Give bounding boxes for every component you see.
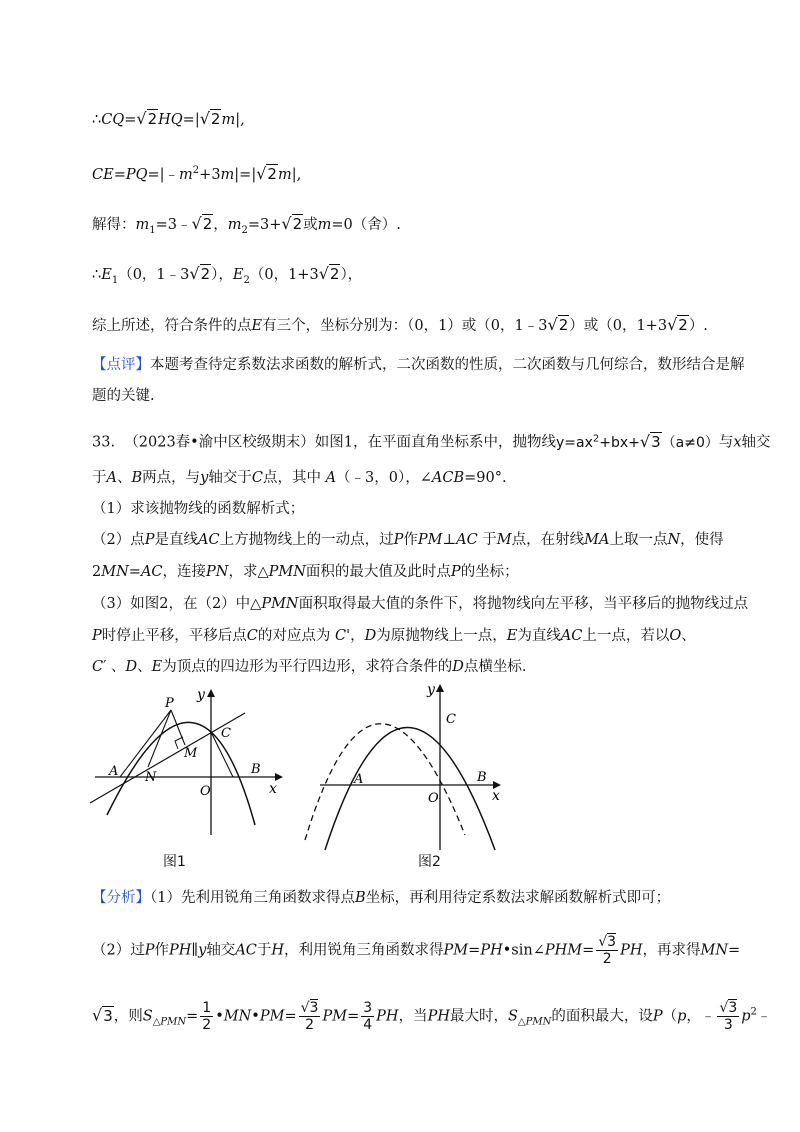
comment-text-2: 题的关键. xyxy=(92,388,155,404)
problem-part-3b: P时停止平移，平移后点C的对应点为 C'，D为原抛物线上一点，E为直线AC上一点，若以O、 xyxy=(92,628,696,644)
analysis-line-1: 【分析】（1）先利用锐角三角函数求得点B坐标，再利用待定系数法求解函数解析式即可； xyxy=(92,890,671,906)
label-c: C xyxy=(221,726,231,741)
label-b: B xyxy=(477,770,487,785)
label-p: P xyxy=(165,696,174,711)
label-n: N xyxy=(145,770,157,785)
comment-line-2 xyxy=(92,385,155,407)
y-axis-arrow xyxy=(436,684,444,692)
figure-1-caption: 图1 xyxy=(163,854,186,870)
label-o: O xyxy=(200,784,211,799)
problem-source: （2023春•渝中区校级期末） xyxy=(124,434,315,451)
comment-text-1: 本题考查待定系数法求函数的解析式，二次函数的性质，二次函数与几何综合，数形结合是解 xyxy=(150,357,745,373)
problem-stem-line-2: 于A、B两点，与y轴交于C点，其中 A（﹣3，0），∠ACB=90°. xyxy=(92,470,507,486)
figure-2 xyxy=(300,680,510,860)
x-axis-arrow xyxy=(275,773,283,781)
label-c: C xyxy=(446,712,456,727)
comment-tag: 【点评】 xyxy=(92,357,150,373)
parabola-equation: $y=ax^2+bx+√3(a\ne 0)$ xyxy=(555,431,719,451)
problem-part-2a: （2）点P是直线AC上方抛物线上的一动点，过P作PM⊥AC 于M点，在射线MA上取一点N，使得 xyxy=(92,532,724,548)
problem-stem-text-1a: 如图1，在平面直角坐标系中，抛物线 xyxy=(314,434,556,451)
label-y: y xyxy=(197,687,205,703)
problem-part-3c: C′ 、D、E为顶点的四边形为平行四边形，求符合条件的D点横坐标. xyxy=(92,659,527,675)
solution-line-2: $CE=PQ=|﹣m^2+3m|=|√2m|$, xyxy=(92,163,302,183)
problem-number: 33. xyxy=(92,434,116,451)
solution-line-3: 解得：$m_1=3﹣√2$，$m_2=3+√2$或m=0（舍）. xyxy=(92,214,401,236)
label-m: M xyxy=(184,746,198,761)
label-y: y xyxy=(427,682,435,698)
figure-2-caption: 图2 xyxy=(418,854,441,870)
label-x: x xyxy=(269,781,277,797)
label-a: A xyxy=(354,772,364,787)
label-x: x xyxy=(492,788,500,804)
label-a: A xyxy=(109,764,119,779)
label-b: B xyxy=(251,762,261,777)
y-axis-arrow xyxy=(207,689,215,697)
problem-part-2b: 2MN=AC，连接PN，求△PMN面积的最大值及此时点P的坐标； xyxy=(92,564,519,580)
analysis-line-2: （2）过P作PH∥y轴交AC于H，利用锐角三角函数求得PM=PH•sin∠PHM= $\frac{√3}{2}$ PH，再求得MN= xyxy=(92,934,741,967)
shifted-parabola xyxy=(305,724,465,840)
figure-1 xyxy=(85,685,295,865)
solution-line-4: $\therefore E_1(0$，1﹣3√2），$E_2(0$，1+3√2）， xyxy=(92,264,363,286)
solution-line-1: ∴CQ=√2HQ=|√2m|, xyxy=(92,109,245,128)
problem-part-1: （1）求该抛物线的函数解析式； xyxy=(92,501,305,517)
comment-line-1 xyxy=(92,354,745,376)
problem-stem-line-1: 33. （2023春•渝中区校级期末）如图1，在平面直角坐标系中，抛物线$y=ax^2+bx+√3(a\ne 0)$与x轴交 xyxy=(92,431,771,451)
right-angle-mark xyxy=(175,737,183,749)
analysis-line-3: √3，则$S_{\triangle PMN}=$ $\frac{1}{2}$ •MN•PM= $\frac{√3}{2}$ PM= $\frac{3}{4}$ PH，当PH最大时，$S_{\triangle PMN}$的面积最大，设P（p，﹣ $\frac{√3}{3}$ $p^2﹣$ xyxy=(92,1000,772,1033)
solution-conclusion: 综上所述，符合条件的点E有三个，坐标分别为：（0，1）或（0，1﹣3√2）或（0，1+3√2）. xyxy=(92,315,708,334)
problem-part-3a: （3）如图2，在（2）中△PMN面积取得最大值的条件下，将抛物线向左平移，当平移后的抛物线过点 xyxy=(92,596,749,612)
label-o: O xyxy=(428,791,439,806)
segment-pa xyxy=(120,710,171,777)
analysis-tag: 【分析】 xyxy=(92,890,150,906)
original-parabola xyxy=(325,728,495,851)
